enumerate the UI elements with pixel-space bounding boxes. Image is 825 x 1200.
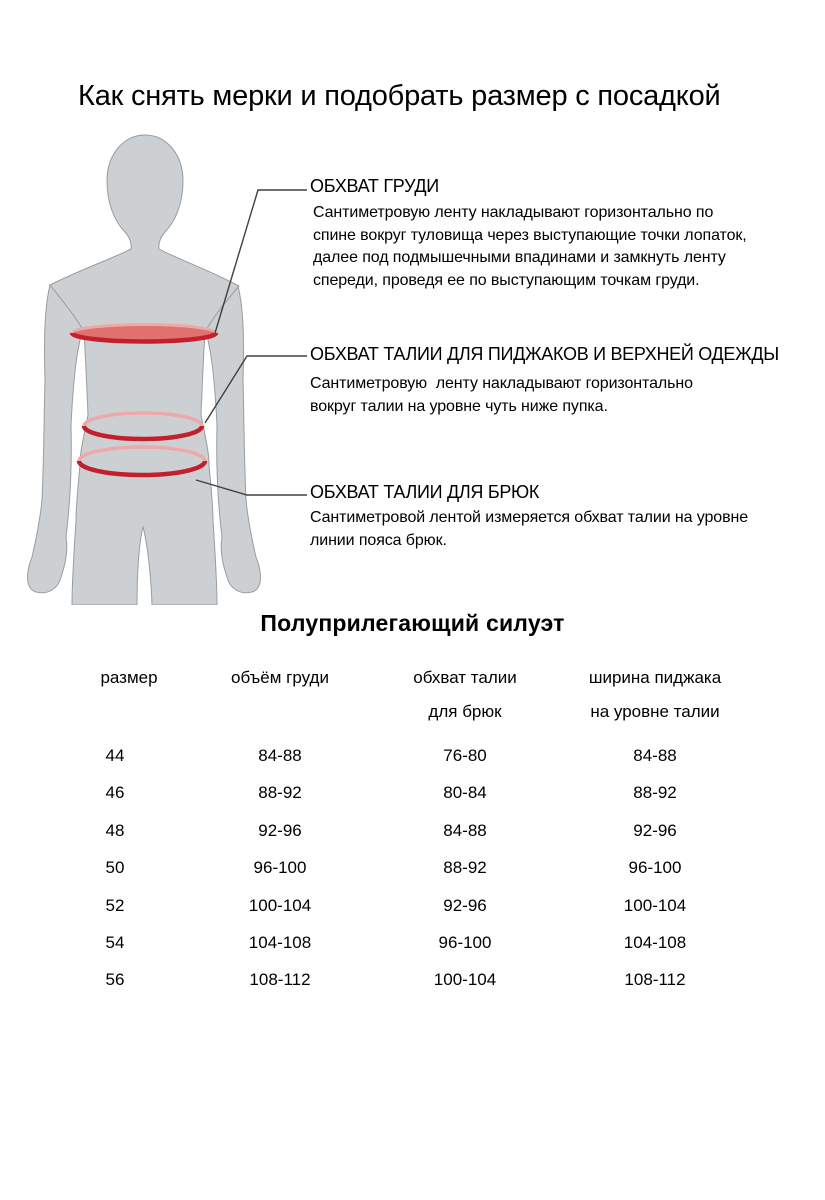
measurement-figure [20,125,310,605]
male-silhouette [50,135,239,605]
page-title: Как снять мерки и подобрать размер с посадкой [78,80,721,112]
text-line: Сантиметровой лентой измеряется обхват талии на уровне [310,509,749,526]
annotation-trouser-waist-heading: ОБХВАТ ТАЛИИ ДЛЯ БРЮК [310,482,540,502]
table-cell: 52 [105,895,125,915]
annotation-trouser-waist-body [310,507,748,552]
table-cell: 104-108 [623,932,687,952]
annotation-chest [310,176,747,293]
text-line: Сантиметровую ленту накладывают горизонтально по [313,204,714,221]
table-cell: 44 [105,746,125,765]
annotation-chest-body [313,202,747,293]
table-cell: 56 [105,970,125,990]
col-header-chest: объём груди [231,668,329,687]
annotation-jacket-waist [310,344,779,418]
table-cell: 96-100 [253,858,307,878]
table-cell: 88-92 [258,783,302,803]
table-cell: 88-92 [633,783,677,803]
col-header-size-line2 [60,703,170,737]
table-cell: 100-104 [433,970,497,990]
table-title: Полуприлегающий силуэт [260,610,565,636]
table-cell: 108-112 [624,970,686,990]
table-cell: 84-88 [633,746,677,765]
annotation-jacket-waist-body [310,373,779,418]
text-line: спине вокруг туловища через выступающие точки лопаток, [313,226,747,244]
col-header-chest-line2 [170,703,390,737]
col-header-jacket-width: ширина пиджака [588,668,722,687]
col-header-size: размер [100,668,158,687]
size-table [60,665,770,999]
text-line: спереди, проведя ее по выступающим точкам груди. [313,272,700,290]
table-cell: 96-100 [438,932,492,952]
chest-measure-band [72,325,216,342]
table-cell: 80-84 [443,783,487,803]
table-cell: 104-108 [248,932,312,952]
table-cell: 100-104 [248,895,312,915]
table-cell: 48 [105,820,125,840]
table-cell: 54 [105,932,125,952]
text-line: вокруг талии на уровне чуть ниже пупка. [310,397,608,415]
table-cell: 76-80 [443,746,487,765]
col-header-trouser-waist: обхват талии [413,668,517,687]
table-cell: 84-88 [258,746,302,765]
leader-line-trouser-waist [196,480,307,495]
table-cell: 46 [105,783,125,803]
col-header-trouser-waist-line2: для брюк [428,702,502,721]
annotation-chest-heading: ОБХВАТ ГРУДИ [310,176,439,196]
table-cell: 84-88 [443,820,487,840]
col-header-jacket-width-line2: на уровне талии [590,702,720,721]
table-cell: 100-104 [623,895,687,915]
table-cell: 92-96 [258,820,302,840]
table-cell: 92-96 [633,820,677,840]
table-cell: 50 [105,858,125,878]
table-cell: 88-92 [443,858,487,878]
text-line: Сантиметровую ленту накладывают горизонтально [310,375,693,392]
annotation-trouser-waist [310,482,748,552]
table-cell: 96-100 [628,858,682,878]
annotation-jacket-waist-heading: ОБХВАТ ТАЛИИ ДЛЯ ПИДЖАКОВ И ВЕРХНЕЙ ОДЕЖДЫ [310,344,779,364]
table-cell: 92-96 [443,895,487,915]
text-line: линии пояса брюк. [310,531,447,549]
table-cell: 108-112 [249,970,311,990]
text-line: далее под подмышечными впадинами и замкнуть ленту [313,249,726,267]
